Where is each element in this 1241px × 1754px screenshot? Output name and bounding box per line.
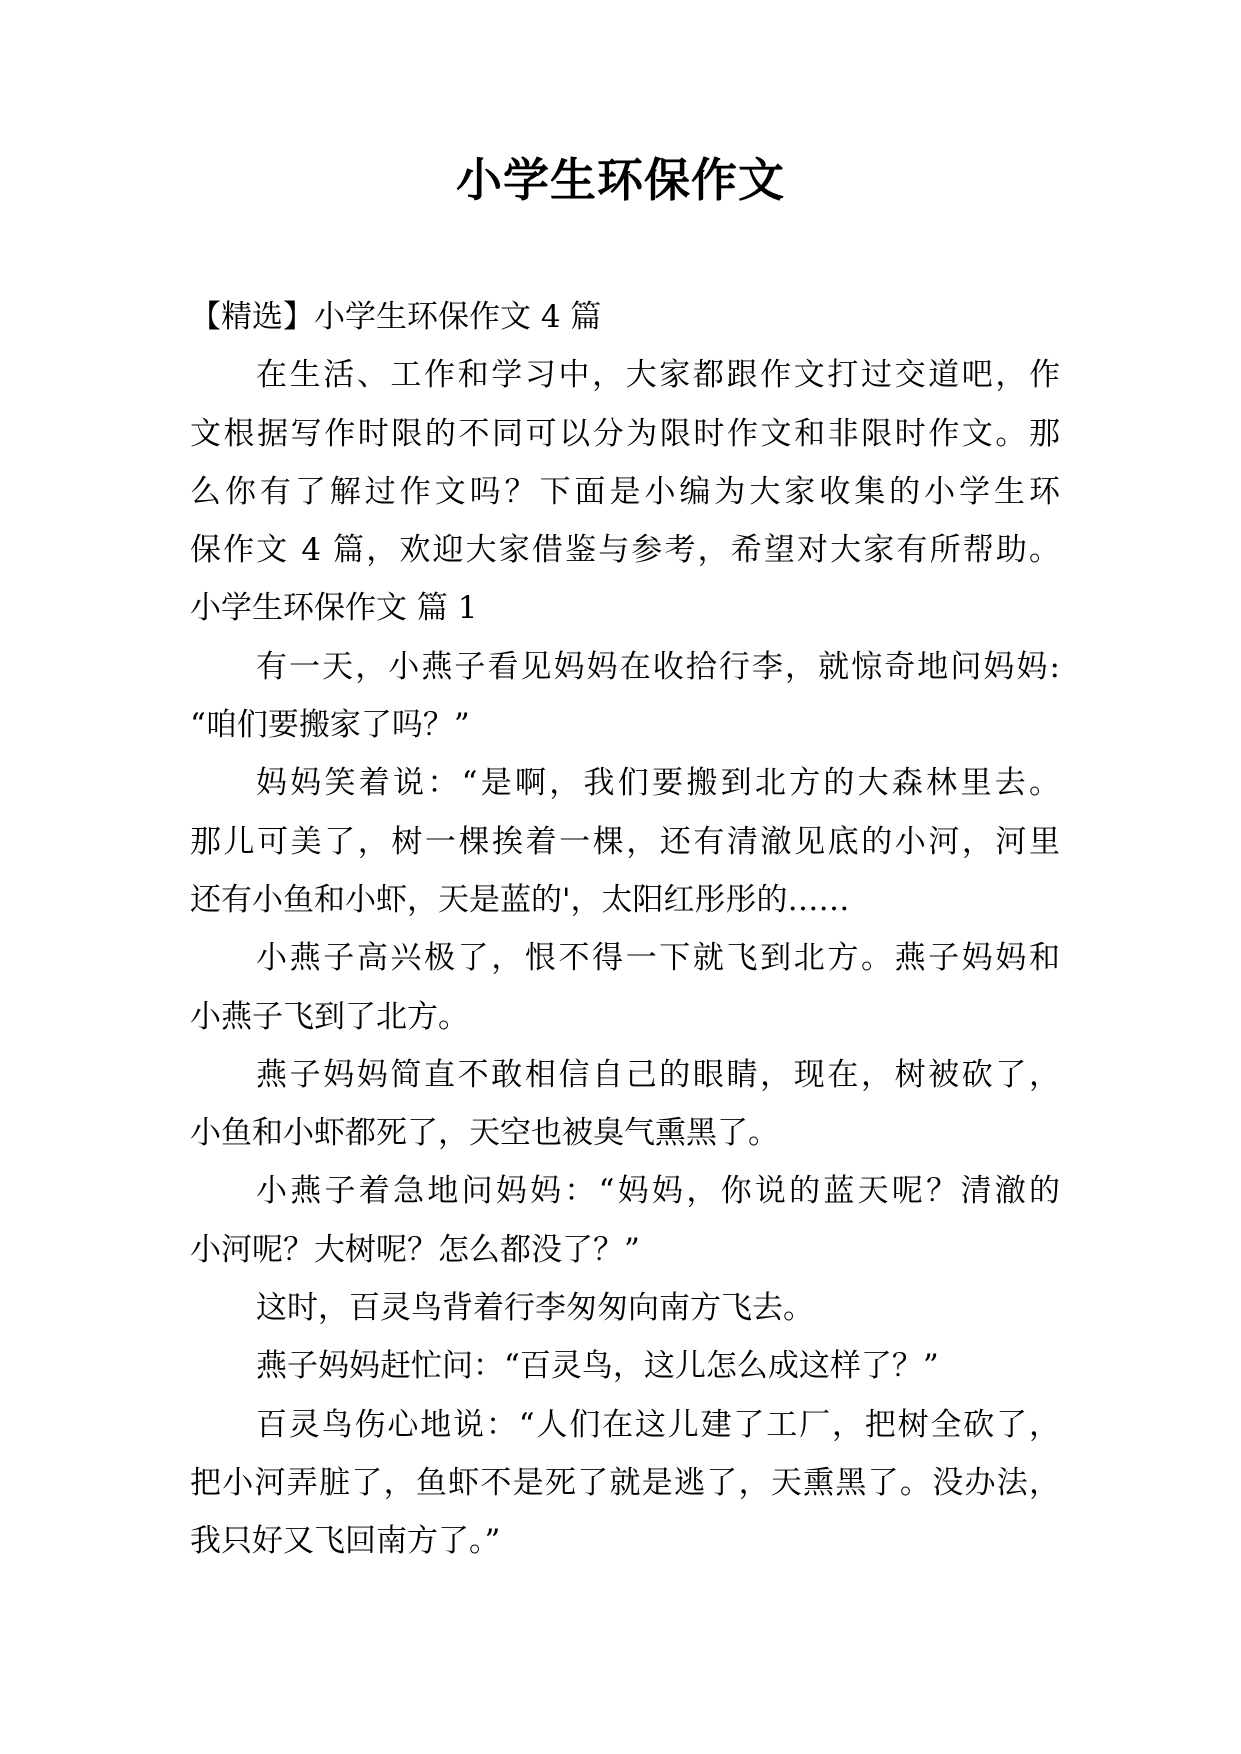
- text-line: 小学生环保作文 篇 1: [190, 590, 478, 627]
- text-line: 小燕子着急地问妈妈：“妈妈，你说的蓝天呢？清澈的: [256, 1173, 1060, 1210]
- text-line: 小燕子飞到了北方。: [190, 998, 469, 1035]
- text-line: 文根据写作时限的不同可以分为限时作文和非限时作文。那: [190, 415, 1060, 452]
- text-line: 我只好又飞回南方了。”: [190, 1523, 501, 1560]
- text-line: 在生活、工作和学习中，大家都跟作文打过交道吧，作: [256, 357, 1060, 394]
- text-line: 燕子妈妈赶忙问：“百灵鸟，这儿怎么成这样了？”: [256, 1348, 939, 1385]
- document-body: [190, 288, 1060, 1571]
- text-line: 小河呢？大树呢？怎么都没了？”: [190, 1231, 640, 1268]
- text-line: 把小河弄脏了，鱼虾不是死了就是逃了，天熏黑了。没办法，: [190, 1464, 1060, 1501]
- text-line: “咱们要搬家了吗？”: [190, 707, 470, 744]
- text-line: 保作文 4 篇，欢迎大家借鉴与参考，希望对大家有所帮助。: [190, 532, 1060, 569]
- text-line: 燕子妈妈简直不敢相信自己的眼睛，现在，树被砍了，: [256, 1056, 1060, 1093]
- text-line: 小燕子高兴极了，恨不得一下就飞到北方。燕子妈妈和: [256, 940, 1060, 977]
- text-line: 那儿可美了，树一棵挨着一棵，还有清澈见底的小河，河里: [190, 823, 1060, 860]
- text-line: 么你有了解过作文吗？下面是小编为大家收集的小学生环: [190, 473, 1060, 510]
- text-line: 还有小鱼和小虾，天是蓝的'，太阳红彤彤的……: [190, 881, 850, 918]
- text-line: 妈妈笑着说：“是啊，我们要搬到北方的大森林里去。: [256, 765, 1060, 802]
- text-line: 小鱼和小虾都死了，天空也被臭气熏黑了。: [190, 1115, 779, 1152]
- text-line: 有一天，小燕子看见妈妈在收拾行李，就惊奇地问妈妈:: [256, 648, 1060, 685]
- document-title: 小学生环保作文: [456, 153, 785, 207]
- text-line: 百灵鸟伤心地说：“人们在这儿建了工厂，把树全砍了，: [256, 1406, 1060, 1443]
- text-line: 【精选】小学生环保作文 4 篇: [190, 299, 602, 335]
- text-line: 这时，百灵鸟背着行李匆匆向南方飞去。: [256, 1290, 814, 1327]
